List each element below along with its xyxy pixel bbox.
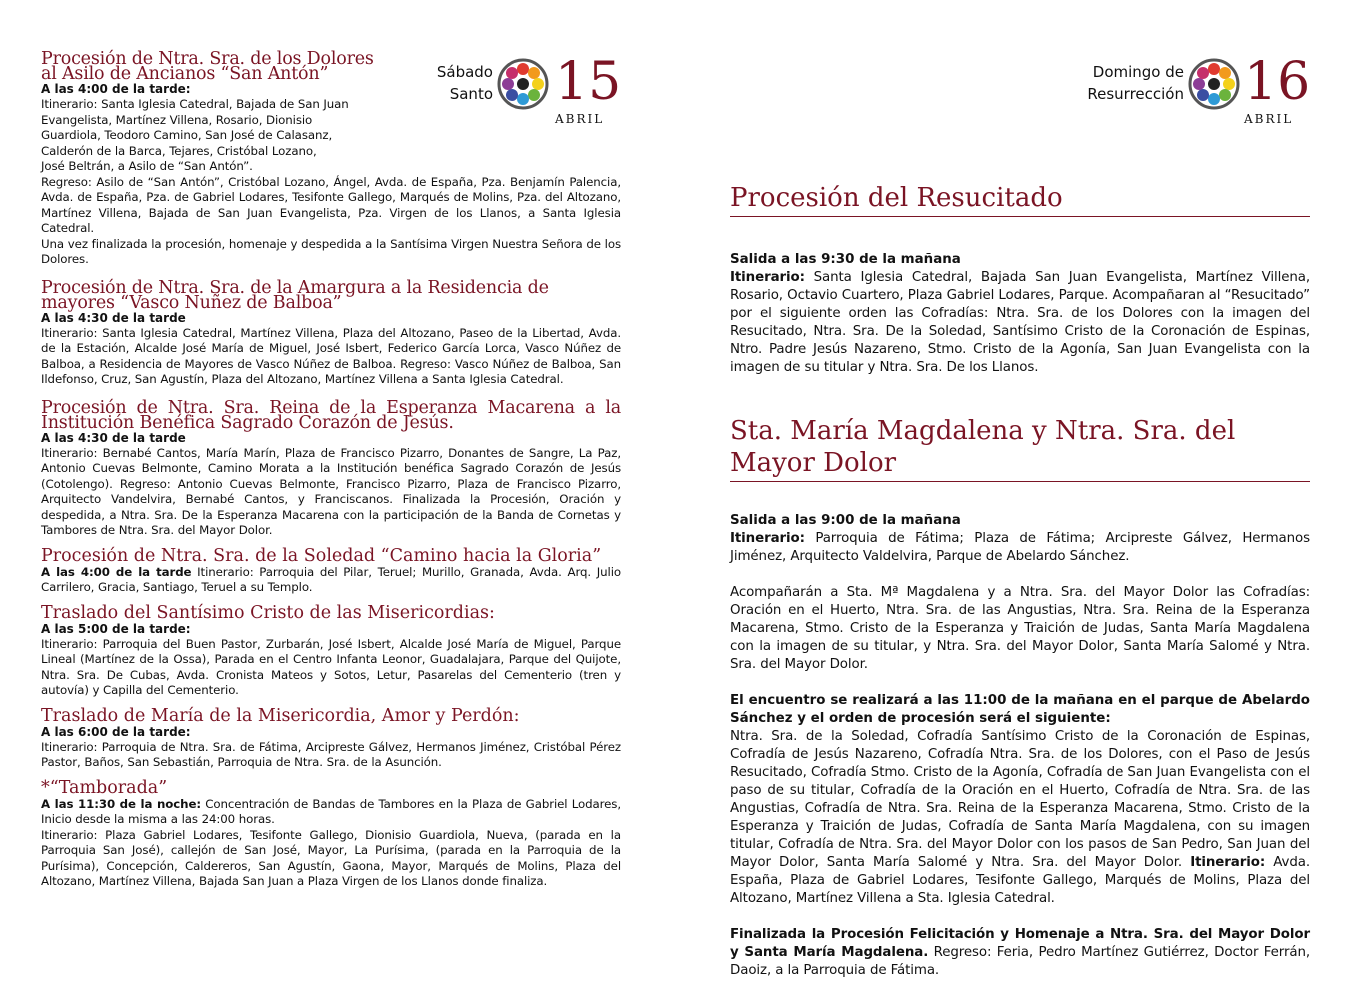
section-body-itinerary: Itinerario: Plaza Gabriel Lodares, Tesifonte Gallego, Dionisio Guardiola, Nueva, (parada en la Parroquia San José), callejón de San José, Mayor, La Purísima, (parada en la Parroquia de la Purísima), Concepción, Caldereros, San Agustín, Gaona, Mayor, Marqués de Molins, Plaza del Altozano, Martínez Villena, Bajada San Juan a Plaza Virgen de los Llanos donde finaliza. (41, 827, 621, 888)
section-dolores (41, 49, 621, 268)
day-number: 15 (555, 52, 622, 112)
section-body: Itinerario: Parroquia del Buen Pastor, Zurbarán, José Isbert, Alcalde José María de Miguel, Parque Lineal (Martínez de la Ossa), Parada en el Centro Infanta Leonor, Guadalajara, Parque del Quijote, Ntra. Sra. De Cubas, Avda. Cronista Mateos y Sotos, Letur, Pasarelas del Cementerio (tren y autovía) y Capilla del Cementerio. (41, 636, 621, 697)
section-time: A las 4:30 de la tarde (41, 430, 186, 445)
right-column (730, 182, 1310, 980)
encuentro-heading: El encuentro se realizará a las 11:00 de la mañana en el parque de Abelardo Sánchez y el orden de procesión será el siguiente: (730, 693, 1310, 726)
itinerary-label: Itinerario: (730, 531, 805, 546)
section-body: Concentración de Bandas de Tambores en la Plaza de Gabriel Lodares, Inicio desde la misma a las 24:00 horas. (41, 796, 621, 826)
section-time: Salida a las 9:30 de la mañana (730, 252, 961, 267)
section-maria-misericordia (41, 705, 621, 771)
date-header-sunday (1072, 50, 1312, 130)
section-body-line: Itinerario: Santa Iglesia Catedral, Bajada de San Juan (41, 97, 349, 111)
section-title: Traslado de María de la Misericordia, Amor y Perdón: (41, 705, 520, 726)
section-body-line: Guardiola, Teodoro Camino, San José de Calasanz, (41, 128, 333, 142)
month-label: ABRIL (1244, 112, 1294, 126)
section-body: Santa Iglesia Catedral, Bajada San Juan Evangelista, Martínez Villena, Rosario, Octavio Cuartero, Plaza Gabriel Lodares, Parque. Acompañaran al “Resucitado” por el siguiente orden las Cofradías: Ntra. Sra. de los Dolores con la imagen del Resucitado, Ntra. Sra. De la Soledad, Santísimo Cristo de la Coronación de Espinas, Ntro. Padre Jesús Nazareno, Stmo. Cristo de la Agonía, San Juan Evangelista con la imagen de su titular y Ntra. Sra. De los Llanos. (730, 270, 1310, 375)
section-time: A las 11:30 de la noche: (41, 796, 201, 811)
section-title: Sta. María Magdalena y Ntra. Sra. del Mayor Dolor (730, 416, 1236, 478)
itinerary-label: Itinerario: (730, 270, 805, 285)
right-page (683, 0, 1366, 999)
section-time: A las 6:00 de la tarde: (41, 724, 191, 739)
section-body: Itinerario: Parroquia de Ntra. Sra. de Fátima, Arcipreste Gálvez, Hermanos Jiménez, Cristóbal Pérez Pastor, Baños, San Sebastián, Parroquia de Ntra. Sra. de la Asunción. (41, 739, 621, 769)
section-title: Procesión de Ntra. Sra. de los Dolores (41, 49, 374, 69)
day-label-line2: Resurrección (1087, 85, 1184, 103)
section-time: A las 4:00 de la tarde (41, 564, 192, 579)
section-title: Procesión de Ntra. Sra. Reina de la Esperanza Macarena a la Institución Benéfica Sagrado Corazón de Jesús. (41, 397, 621, 433)
section-body-line: Calderón de la Barca, Tejares, Cristóbal Lozano, (41, 143, 317, 158)
section-time: A las 5:00 de la tarde: (41, 621, 191, 636)
final-body: Regreso: Feria, Pedro Martínez Gutiérrez, Doctor Ferrán, Daoiz, a la Parroquia de Fátima. (730, 945, 1310, 978)
section-magdalena-mayor-dolor (730, 415, 1310, 980)
itinerary-label: Itinerario: (1190, 855, 1266, 870)
day-number: 16 (1244, 52, 1311, 112)
procession-itinerary: Avda. España, Plaza de Gabriel Lodares, Tesifonte Gallego, Marqués de Molins, Plaza del Altozano, Martínez Villena a Sta. Iglesia Catedral. (730, 855, 1310, 906)
section-body: Parroquia de Fátima; Plaza de Fátima; Arcipreste Gálvez, Hermanos Jiménez, Arquitecto Valdelvira, Parque de Abelardo Sánchez. (730, 531, 1310, 564)
section-body: Itinerario: Parroquia del Pilar, Teruel; Murillo, Granada, Avda. Arq. Julio Carrilero, Gracia, Santiago, Teruel a su Templo. (41, 564, 621, 594)
section-resucitado (730, 182, 1310, 377)
section-time: Salida a las 9:00 de la mañana (730, 513, 961, 528)
section-amargura (41, 277, 621, 388)
section-body: Itinerario: Bernabé Cantos, María Marín, Plaza de Francisco Pizarro, Donantes de Sangre, La Paz, Antonio Cuevas Belmonte, Camino Morata a la Institución benéfica Sagrado Corazón de Jesús (Cotolengo). Regreso: Antonio Cuevas Belmonte, Francisco Pizarro, Plaza de Francisco Pizarro, Arquitecto Vandelvira, Bernabé Cantos, y Franciscanos. Finalizada la Procesión, Oración y despedida, a Ntra. Sra. De la Esperanza Macarena con la participación de la Banda de Cornetas y Tambores de Ntra. Sra. del Mayor Dolor. (41, 445, 621, 537)
section-body: Itinerario: Santa Iglesia Catedral, Martínez Villena, Plaza del Altozano, Paseo de la Libertad, Avda. de la Estación, Alcalde José María de Miguel, José Isbert, Federico García Lorca, Vasco Núñez de Balboa, a Residencia de Mayores de Vasco Núñez de Balboa. Regreso: Vasco Núñez de Balboa, San Ildefonso, Cruz, San Agustín, Plaza del Altozano, Martínez Villena a Santa Iglesia Catedral. (41, 325, 621, 386)
final-heading: Finalizada la Procesión Felicitación y Homenaje a Ntra. Sra. del Mayor Dolor y Santa María Magdalena. (730, 927, 1310, 960)
section-esperanza-macarena (41, 397, 621, 539)
day-label-line2: Santo (449, 85, 493, 103)
section-title: Procesión de Ntra. Sra. de la Soledad “Camino hacia la Gloria” (41, 545, 602, 566)
month-label: ABRIL (555, 112, 605, 126)
section-body-closing: Una vez finalizada la procesión, homenaje y despedida a la Santísima Virgen Nuestra Señora de los Dolores. (41, 236, 621, 266)
section-body-return: Regreso: Asilo de “San Antón”, Cristóbal Lozano, Ángel, Avda. de España, Pza. Benjamín Palencia, Avda. de España, Pza. de Gabriel Lodares, Tesifonte Gallego, Marqués de Molins, Pza. del Altozano, Martínez Villena, Bajada de San Juan Evangelista, Pza. Virgen de los Llanos, a Santa Iglesia Catedral. (41, 174, 621, 235)
rosette-logo-icon (1188, 58, 1240, 110)
left-column (41, 49, 621, 890)
section-cristo-misericordias (41, 602, 621, 699)
section-body-line: José Beltrán, a Asilo de “San Antón”. (41, 159, 253, 173)
section-tamborada (41, 777, 621, 890)
section-time: A las 4:30 de la tarde (41, 310, 186, 325)
section-title: Procesión del Resucitado (730, 183, 1063, 213)
section-title: Traslado del Santísimo Cristo de las Misericordias: (41, 602, 495, 623)
section-title: Procesión de Ntra. Sra. de la Amargura a la Residencia de mayores “Vasco Nuñez de Balboa” (41, 277, 549, 313)
section-title: *“Tamborada” (41, 777, 168, 798)
day-label-line1: Domingo de (1092, 63, 1184, 81)
cofradias-paragraph: Acompañarán a Sta. Mª Magdalena y a Ntra. Sra. del Mayor Dolor las Cofradías: Oración en el Huerto, Ntra. Sra. de las Angustias, Ntra. Sra. Reina de la Esperanza Macarena, Stmo. Cristo de la Esperanza y Traición de Judas, Santa María Magdalena con la imagen de su titular, y Ntra. Sra. del Mayor Dolor, Santa María Salomé y Ntra. Sra. del Mayor Dolor. (730, 585, 1310, 672)
section-body-line: Evangelista, Martínez Villena, Rosario, Dionisio (41, 112, 313, 127)
procession-order: Ntra. Sra. de la Soledad, Cofradía Santísimo Cristo de la Coronación de Espinas, Cofradía de Jesús Nazareno, Cofradía Ntra. Sra. de los Dolores, con el Paso de Jesús Resucitado, Cofradía Stmo. Cristo de la Agonía, Cofradía de San Juan Evangelista con el paso de su titular, Cofradía de la Oración en el Huerto, Cofradía de Ntra. Sra. de las Angustias, Cofradía de Ntra. Sra. Reina de la Esperanza Macarena, Stmo. Cristo de la Esperanza y Traición de Judas, Cofradía de Santa María Magdalena, con su imagen titular, Cofradía de Ntra. Sra. del Mayor Dolor con los pasos de San Pedro, San Juan del Mayor Dolor, Santa María Salomé y Ntra. Sra. del Mayor Dolor. (730, 729, 1310, 870)
section-time: A las 4:00 de la tarde: (41, 82, 191, 96)
section-soledad (41, 545, 621, 596)
day-label-line1: Sábado (436, 63, 493, 81)
section-title-line2: al Asilo de Ancianos “San Antón” (41, 64, 329, 84)
